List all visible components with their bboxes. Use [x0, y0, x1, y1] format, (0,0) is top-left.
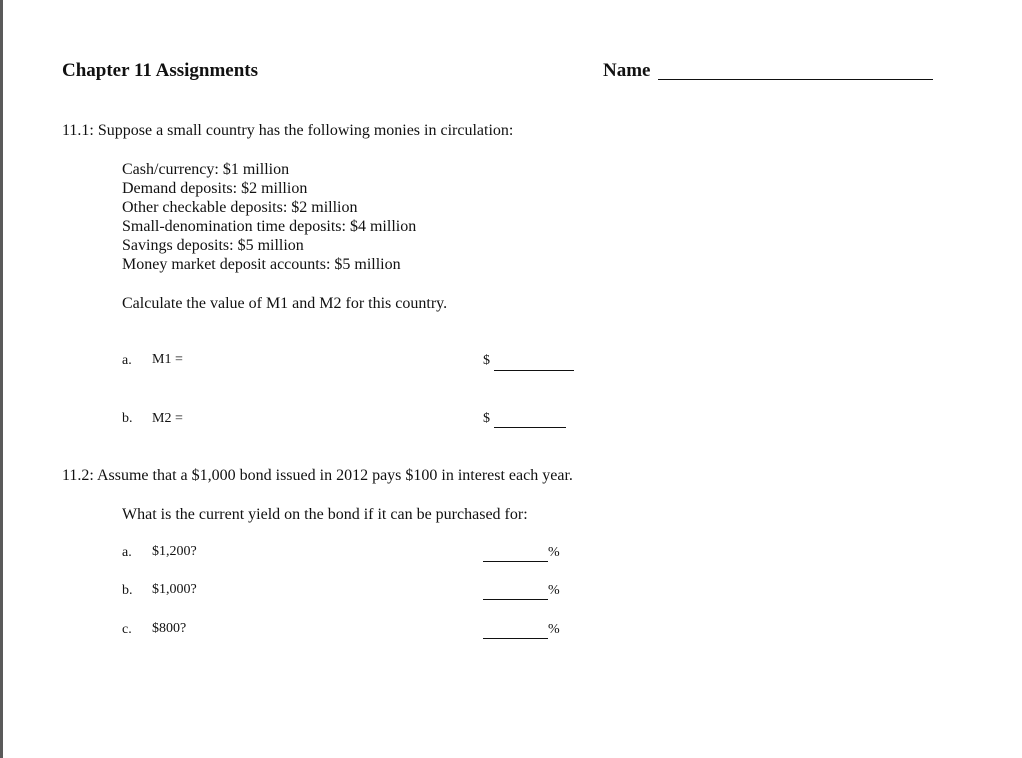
question-11-1-instruction: Calculate the value of M1 and M2 for this country. — [122, 295, 448, 312]
part-letter: b. — [122, 583, 133, 598]
question-11-2-prompt: 11.2: Assume that a $1,000 bond issued in 2012 pays $100 in interest each year. — [62, 467, 573, 484]
percent-sign: % — [548, 545, 560, 560]
monies-list-item: Other checkable deposits: $2 million — [122, 199, 358, 216]
m1-answer-blank — [494, 370, 574, 371]
price-label: $1,200? — [152, 544, 197, 559]
percent-sign: % — [548, 583, 560, 598]
document-page — [3, 0, 1022, 758]
part-letter: b. — [122, 411, 133, 426]
part-letter: a. — [122, 353, 132, 368]
price-label: $800? — [152, 621, 187, 636]
monies-list-item: Cash/currency: $1 million — [122, 161, 290, 178]
part-letter: c. — [122, 622, 132, 637]
name-label: Name — [603, 60, 651, 81]
yield-answer-blank — [483, 599, 548, 600]
monies-list-item: Savings deposits: $5 million — [122, 237, 304, 254]
yield-answer-blank — [483, 638, 548, 639]
monies-list-item: Small-denomination time deposits: $4 million — [122, 218, 417, 235]
price-label: $1,000? — [152, 582, 197, 597]
name-blank-line — [658, 79, 933, 80]
yield-answer-blank — [483, 561, 548, 562]
monies-list — [122, 160, 416, 274]
question-11-1-prompt: 11.1: Suppose a small country has the following monies in circulation: — [62, 122, 514, 139]
dollar-sign: $ — [483, 411, 490, 426]
monies-list-item: Money market deposit accounts: $5 million — [122, 256, 401, 273]
monies-list-item: Demand deposits: $2 million — [122, 180, 308, 197]
part-letter: a. — [122, 545, 132, 560]
percent-sign: % — [548, 622, 560, 637]
m2-label: M2 = — [152, 411, 183, 426]
m2-answer-blank — [494, 427, 566, 428]
question-11-2-instruction: What is the current yield on the bond if it can be purchased for: — [122, 506, 528, 523]
dollar-sign: $ — [483, 353, 490, 368]
m1-label: M1 = — [152, 352, 183, 367]
page-title: Chapter 11 Assignments — [62, 60, 259, 81]
